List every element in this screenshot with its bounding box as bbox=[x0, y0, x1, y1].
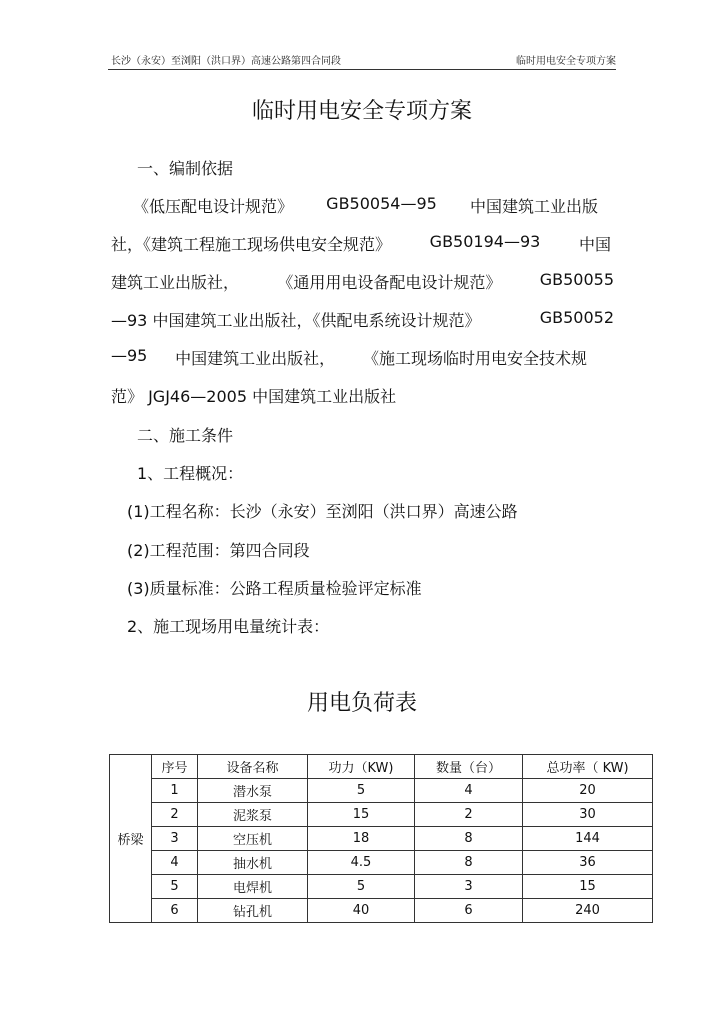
table-cell: 5 bbox=[308, 875, 415, 899]
table-cell: 潜水泵 bbox=[198, 779, 308, 803]
group-cell: 桥梁 bbox=[110, 755, 152, 923]
table-cell: 3 bbox=[415, 875, 523, 899]
table-cell: 15 bbox=[523, 875, 653, 899]
table-cell: 6 bbox=[152, 899, 198, 923]
table-cell: 空压机 bbox=[198, 827, 308, 851]
basis-line-4 bbox=[111, 308, 614, 331]
table-cell: 40 bbox=[308, 899, 415, 923]
table-cell: 5 bbox=[152, 875, 198, 899]
table-cell: 3 bbox=[152, 827, 198, 851]
basis-line-5 bbox=[111, 346, 587, 369]
table-cell: 4.5 bbox=[308, 851, 415, 875]
table-cell: 240 bbox=[523, 899, 653, 923]
table-cell: 4 bbox=[415, 779, 523, 803]
basis-text: 社，《建筑工程施工现场供电安全规范》 bbox=[111, 235, 392, 254]
table-title: 用电负荷表 bbox=[306, 691, 417, 716]
table-cell: 6 bbox=[415, 899, 523, 923]
table-cell: 36 bbox=[523, 851, 653, 875]
power-load-table bbox=[109, 754, 653, 923]
header-cell: 总功率（ KW) bbox=[523, 755, 653, 779]
header-cell: 数量（台） bbox=[415, 755, 523, 779]
table-cell: 1 bbox=[152, 779, 198, 803]
table-row bbox=[110, 803, 653, 827]
header-cell: 序号 bbox=[152, 755, 198, 779]
header-cell: 设备名称 bbox=[198, 755, 308, 779]
basis-line-6: 范》 JGJ46—2005 中国建筑工业出版社 bbox=[111, 387, 397, 406]
basis-text: 中国建筑工业出版 bbox=[469, 197, 598, 216]
table-cell: 4 bbox=[152, 851, 198, 875]
table-cell: 15 bbox=[308, 803, 415, 827]
section1-heading: 一、编制依据 bbox=[137, 159, 234, 178]
project-scope: (2)工程范围：第四合同段 bbox=[127, 541, 310, 560]
power-stats-heading: 2、施工现场用电量统计表： bbox=[127, 617, 330, 636]
basis-text: 中国建筑工业出版社， bbox=[175, 349, 336, 368]
basis-text: 建筑工业出版社， bbox=[111, 273, 240, 292]
table-cell: 30 bbox=[523, 803, 653, 827]
running-header-right: 临时用电安全专项方案 bbox=[516, 56, 616, 67]
table-row bbox=[110, 875, 653, 899]
quality-standard: (3)质量标准：公路工程质量检验评定标准 bbox=[127, 579, 422, 598]
table-cell: 2 bbox=[152, 803, 198, 827]
basis-text: GB50054—95 bbox=[326, 194, 437, 213]
table-cell: 8 bbox=[415, 827, 523, 851]
table-cell: 电焊机 bbox=[198, 875, 308, 899]
table-cell: 18 bbox=[308, 827, 415, 851]
basis-text: 中国 bbox=[578, 235, 611, 254]
project-name: (1)工程名称：长沙（永安）至浏阳（洪口界）高速公路 bbox=[127, 502, 518, 521]
basis-line-2 bbox=[111, 232, 611, 255]
table-header-row bbox=[110, 755, 653, 779]
table-cell: 2 bbox=[415, 803, 523, 827]
basis-text: —93 中国建筑工业出版社，《供配电系统设计规范》 bbox=[111, 311, 481, 330]
header-rule bbox=[108, 69, 616, 70]
basis-text: GB50052 bbox=[539, 308, 614, 327]
table-cell: 泥浆泵 bbox=[198, 803, 308, 827]
basis-text: —95 bbox=[111, 346, 148, 365]
basis-text: GB50055 bbox=[539, 270, 614, 289]
table-row bbox=[110, 899, 653, 923]
table-cell: 抽水机 bbox=[198, 851, 308, 875]
basis-text: GB50194—93 bbox=[429, 232, 541, 251]
table-cell: 钻孔机 bbox=[198, 899, 308, 923]
basis-text: 《低压配电设计规范》 bbox=[133, 197, 294, 216]
document-title: 临时用电安全专项方案 bbox=[251, 99, 472, 124]
section2-heading: 二、施工条件 bbox=[137, 426, 234, 445]
table-cell: 20 bbox=[523, 779, 653, 803]
table-row bbox=[110, 827, 653, 851]
basis-text: 《通用用电设备配电设计规范》 bbox=[277, 273, 502, 292]
table-row bbox=[110, 851, 653, 875]
table-cell: 8 bbox=[415, 851, 523, 875]
basis-line-1 bbox=[133, 194, 598, 217]
header-cell: 功力（KW) bbox=[308, 755, 415, 779]
table-cell: 5 bbox=[308, 779, 415, 803]
basis-line-3 bbox=[111, 270, 614, 293]
table-cell: 144 bbox=[523, 827, 653, 851]
basis-text: 《施工现场临时用电安全技术规 bbox=[362, 349, 587, 368]
table-row bbox=[110, 779, 653, 803]
running-header-left: 长沙（永安）至浏阳（洪口界）高速公路第四合同段 bbox=[111, 56, 341, 67]
overview-heading: 1、工程概况： bbox=[137, 464, 244, 483]
